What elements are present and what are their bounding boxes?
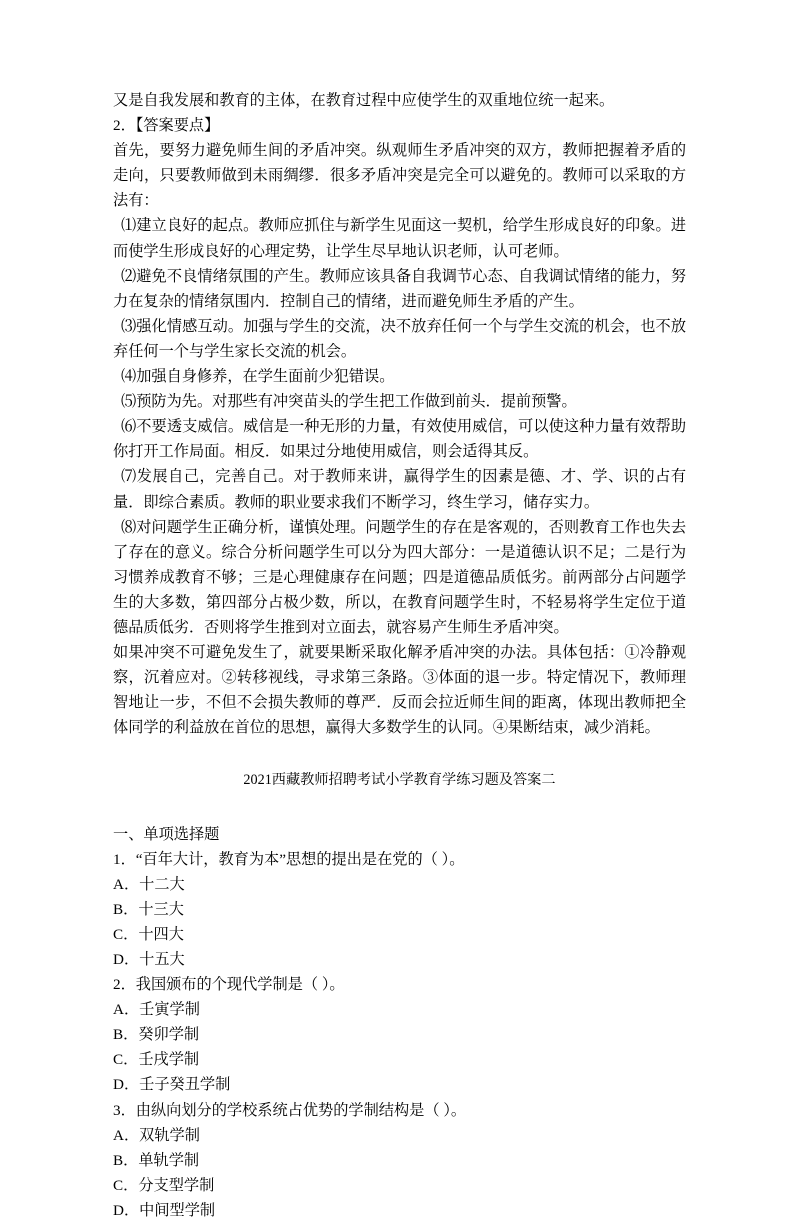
answer-point-5: ⑸预防为先。对那些有冲突苗头的学生把工作做到前头．提前预警。 [121,393,577,411]
question-block-1 [113,847,686,972]
section-heading-single-choice: 一、单项选择题 [113,825,220,843]
answer-point-2: ⑵避免不良情绪氛围的产生。教师应该具备自我调节心态、自我调试情绪的能力，努力在复杂的情绪氛围内．控制自己的情绪，进而避免师生矛盾的产生。 [113,267,686,310]
answer-item-heading: 2．【答案要点】 [113,117,220,135]
question-2-stem: 2．我国颁布的个现代学制是（ ）。 [113,976,345,994]
exam-title: 2021西藏教师招聘考试小学教育学练习题及答案二 [243,772,556,789]
question-3-option-c[interactable]: C．分支型学制 [113,1176,215,1194]
answer-point-7: ⑺发展自己，完善自己。对于教师来讲，赢得学生的因素是德、才、学、识的占有量．即综合素质。教师的职业要求我们不断学习，终生学习，储存实力。 [113,468,686,511]
title-spacer-bottom [113,794,686,822]
answer-section [113,88,686,740]
question-1-option-d[interactable]: D．十五大 [113,951,185,968]
question-1-option-b[interactable]: B．十三大 [113,900,184,918]
question-2-option-b[interactable]: B．癸卯学制 [113,1026,200,1044]
answer-point-3: ⑶强化情感互动。加强与学生的交流，决不放弃任何一个与学生交流的机会，也不放弃任何一个与学生家长交流的机会。 [113,317,686,360]
question-3-option-b[interactable]: B．单轨学制 [113,1151,200,1169]
answer-point-4: ⑷加强自身修养，在学生面前少犯错误。 [121,368,395,386]
answer-point-1: ⑴建立良好的起点。教师应抓住与新学生见面这一契机，给学生形成良好的印象。进而使学生形成良好的心理定势，让学生尽早地认识老师，认可老师。 [113,217,686,260]
question-3-option-d[interactable]: D．中间型学制 [113,1201,216,1219]
question-1-stem: 1．“百年大计，教育为本”思想的提出是在党的（ ）。 [113,850,465,868]
answer-point-6: ⑹不要透支威信。威信是一种无形的力量，有效使用威信，可以使这种力量有效帮助你打开工作局面。相反．如果过分地使用威信，则会适得其反。 [113,418,686,461]
question-block-2 [113,972,686,1097]
question-3-stem: 3．由纵向划分的学校系统占优势的学制结构是（ ）。 [113,1101,467,1119]
question-3-option-a[interactable]: A．双轨学制 [113,1126,200,1144]
answer-intro-paragraph: 首先，要努力避免师生间的矛盾冲突。纵观师生矛盾冲突的双方，教师把握着矛盾的走向，只要教师做到未雨绸缪．很多矛盾冲突是完全可以避免的。教师可以采取的方法有： [113,142,686,210]
question-block-3 [113,1098,686,1223]
question-1-option-c[interactable]: C．十四大 [113,925,184,943]
question-1-option-a[interactable]: A．十二大 [113,875,185,893]
question-2-option-a[interactable]: A．壬寅学制 [113,1001,200,1019]
continued-paragraph: 又是自我发展和教育的主体，在教育过程中应使学生的双重地位统一起来。 [113,92,615,109]
answer-closing-paragraph: 如果冲突不可避免发生了，就要果断采取化解矛盾冲突的办法。具体包括：①冷静观察，沉着应对。②转移视线，寻求第三条路。③体面的退一步。特定情况下，教师理智地让一步，不但不会损失教师的尊严．反而会拉近师生间的距离，体现出教师把全体同学的利益放在首位的思想，赢得大多数学生的认同。④果断结束，减少消耗。 [113,644,686,737]
question-2-option-d[interactable]: D．壬子癸丑学制 [113,1076,231,1094]
question-2-option-c[interactable]: C．壬戌学制 [113,1051,200,1069]
answer-point-8: ⑻对问题学生正确分析，谨慎处理。问题学生的存在是客观的，否则教育工作也失去了存在的意义。综合分析问题学生可以分为四大部分：一是道德认识不足；二是行为习惯养成教育不够；三是心理健康存在问题；四是道德品质低劣。前两部分占问题学生的大多数，第四部分占极少数，所以，在教育问题学生时，不轻易将学生定位于道德品质低劣．否则将学生推到对立面去，就容易产生师生矛盾冲突。 [113,518,686,636]
title-spacer-top [113,740,686,768]
